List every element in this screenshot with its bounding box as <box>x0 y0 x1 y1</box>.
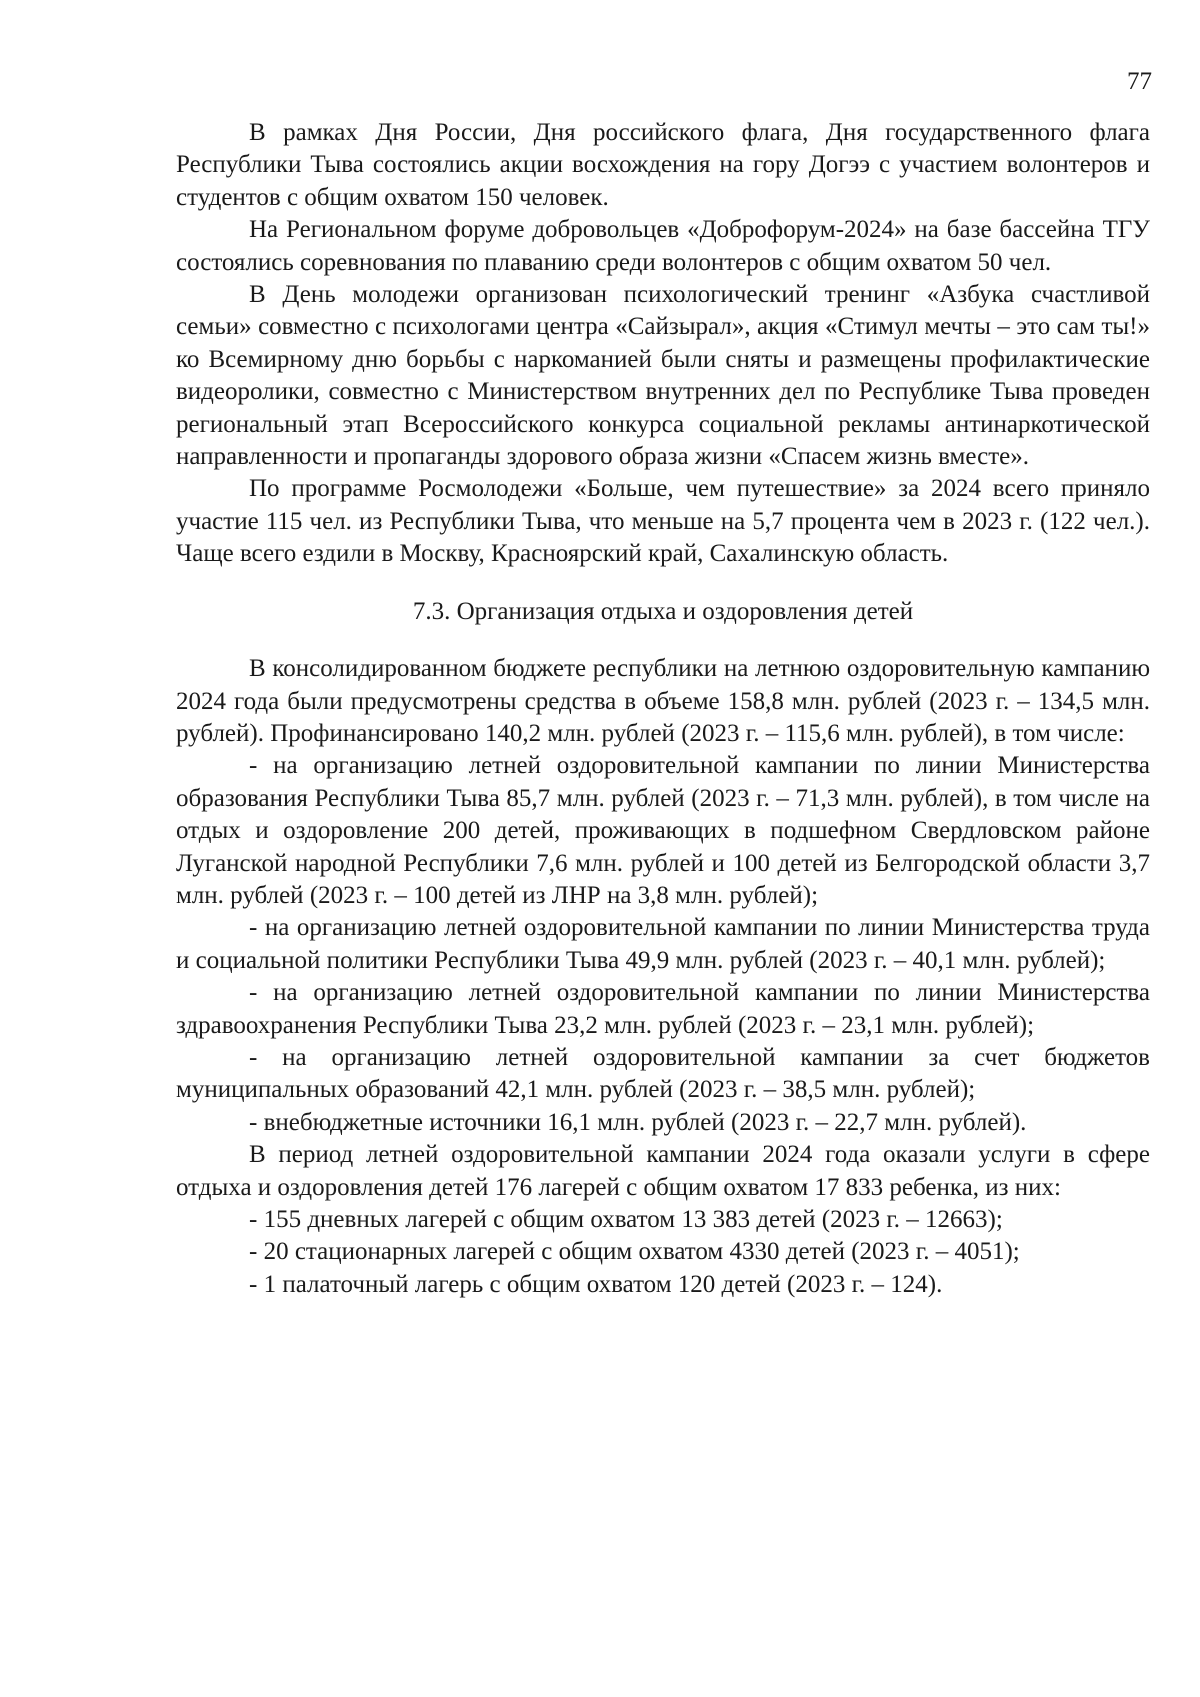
paragraph: В консолидированном бюджете республики на летнюю оздоровительную кампанию 2024 года были предусмотрены средства в объеме 158,8 млн. рублей (2023 г. – 134,5 млн. рублей). Профинансировано 140,2 млн. рублей (2023 г. – 115,6 млн. рублей), в том числе: <box>176 655 1150 747</box>
paragraph: На Региональном форуме добровольцев «Доброфорум-2024» на базе бассейна ТГУ состоялись соревнования по плаванию среди волонтеров с общим охватом 50 чел. <box>176 216 1150 276</box>
section-heading: 7.3. Организация отдыха и оздоровления детей <box>412 597 914 625</box>
paragraph: В рамках Дня России, Дня российского флага, Дня государственного флага Республики Тыва состоялись акции восхождения на гору Догээ с участием волонтеров и студентов с общим охватом 150 человек. <box>176 119 1150 211</box>
list-item: - на организацию летней оздоровительной кампании по линии Министерства образования Республики Тыва 85,7 млн. рублей (2023 г. – 71,3 млн. рублей), в том числе на отдых и оздоровление 200 детей, проживающих в подшефном Свердловском районе Луганской народной Республики 7,6 млн. рублей и 100 детей из Белгородской области 3,7 млн. рублей (2023 г. – 100 детей из ЛНР на 3,8 млн. рублей); <box>176 752 1150 909</box>
list-item: - на организацию летней оздоровительной кампании по линии Министерства здравоохранения Республики Тыва 23,2 млн. рублей (2023 г. – 23,1 млн. рублей); <box>176 979 1150 1039</box>
list-item: - на организацию летней оздоровительной кампании по линии Министерства труда и социальной политики Республики Тыва 49,9 млн. рублей (2023 г. – 40,1 млн. рублей); <box>176 914 1150 974</box>
paragraph: В День молодежи организован психологический тренинг «Азбука счастливой семьи» совместно с психологами центра «Сайзырал», акция «Стимул мечты – это сам ты!» ко Всемирному дню борьбы с наркоманией были сняты и размещены профилактические видеоролики, совместно с Министерством внутренних дел по Республике Тыва проведен региональный этап Всероссийского конкурса социальной рекламы антинаркотической направленности и пропаганды здорового образа жизни «Спасем жизнь вместе». <box>176 281 1150 471</box>
page-number: 77 <box>1127 68 1152 95</box>
list-item: - внебюджетные источники 16,1 млн. рублей (2023 г. – 22,7 млн. рублей). <box>249 1108 1027 1136</box>
list-item: - на организацию летней оздоровительной кампании за счет бюджетов муниципальных образований 42,1 млн. рублей (2023 г. – 38,5 млн. рублей); <box>176 1043 1150 1104</box>
list-item: - 20 стационарных лагерей с общим охватом 4330 детей (2023 г. – 4051); <box>249 1238 1020 1266</box>
paragraph: В период летней оздоровительной кампании 2024 года оказали услуги в сфере отдыха и оздоровления детей 176 лагерей с общим охватом 17 833 ребенка, из них: <box>176 1141 1150 1201</box>
paragraph: По программе Росмолодежи «Больше, чем путешествие» за 2024 всего приняло участие 115 чел. из Республики Тыва, что меньше на 5,7 процента чем в 2023 г. (122 чел.). Чаще всего ездили в Москву, Красноярский край, Сахалинскую область. <box>176 475 1150 568</box>
list-item: - 1 палаточный лагерь с общим охватом 120 детей (2023 г. – 124). <box>249 1270 943 1298</box>
list-item: - 155 дневных лагерей с общим охватом 13 383 детей (2023 г. – 12663); <box>249 1206 1003 1233</box>
document-body <box>176 117 1150 1301</box>
